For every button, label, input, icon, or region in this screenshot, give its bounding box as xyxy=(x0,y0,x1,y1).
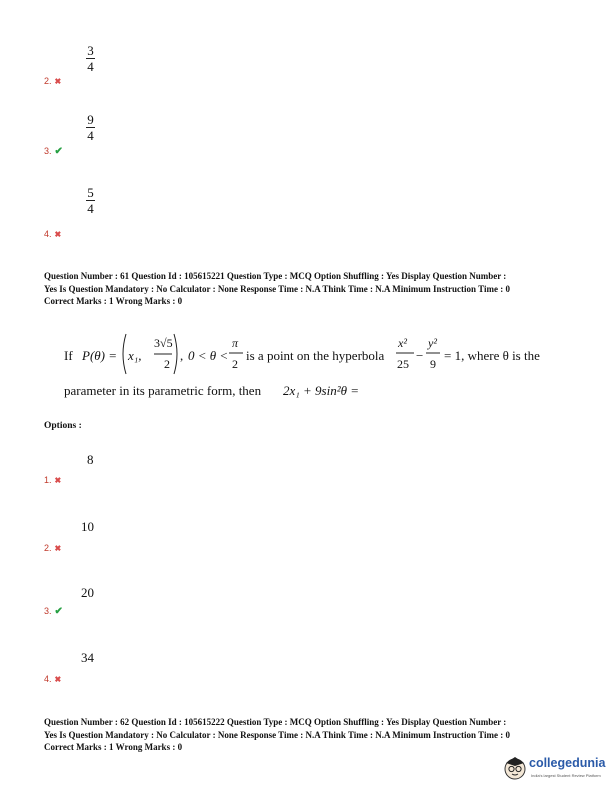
stem-range: 0 < θ < xyxy=(188,348,229,363)
option-number: 2. xyxy=(44,76,52,86)
stem-comma: , xyxy=(180,348,184,363)
prev-option-2-label xyxy=(44,76,61,86)
fraction-numerator: 9 xyxy=(87,112,94,127)
stem-line2: parameter in its parametric form, then xyxy=(64,383,262,398)
fraction-bar xyxy=(426,352,440,354)
logo-tagline: India's largest Student Review Platform xyxy=(531,773,601,778)
fraction-denominator: 4 xyxy=(87,128,94,143)
option-number: 4. xyxy=(44,229,52,239)
prev-option-4-fraction xyxy=(86,186,95,215)
stem-p-theta: P(θ) = xyxy=(82,348,118,363)
check-icon: ✔ xyxy=(54,606,63,617)
check-icon: ✔ xyxy=(54,146,63,157)
option-label xyxy=(44,606,63,617)
option-label xyxy=(44,475,61,485)
stem-minus: − xyxy=(416,348,424,363)
stem-x2: x² xyxy=(398,336,407,350)
options-label: Options : xyxy=(44,421,82,431)
q62-meta-line3: Correct Marks : 1 Wrong Marks : 0 xyxy=(44,742,183,752)
mascot-icon xyxy=(503,755,527,781)
stem-eq1: = 1, where θ is the xyxy=(444,348,540,363)
q61-meta-line1: Question Number : 61 Question Id : 105615221 Question Type : MCQ Option Shuffling : Yes Display Question Number : xyxy=(44,271,507,281)
option-label xyxy=(44,674,61,684)
q61-meta-line3: Correct Marks : 1 Wrong Marks : 0 xyxy=(44,296,183,306)
stem-frac-num: 3√5 xyxy=(154,336,173,350)
stem-mid: is a point on the hyperbola xyxy=(246,348,385,363)
stem-y2: y² xyxy=(428,336,437,350)
cross-icon: ✖ xyxy=(54,544,62,553)
option-value: 34 xyxy=(81,650,94,665)
prev-option-3-fraction xyxy=(86,113,95,142)
fraction-denominator: 4 xyxy=(87,201,94,216)
q62-meta-line1: Question Number : 62 Question Id : 105615222 Question Type : MCQ Option Shuffling : Yes Display Question Number : xyxy=(44,717,507,727)
option-value: 8 xyxy=(87,452,94,467)
prev-option-3-label xyxy=(44,146,63,157)
stem-expr: 2x₁ + 9sin²θ = xyxy=(283,383,360,398)
option-value: 20 xyxy=(81,585,94,600)
stem-9: 9 xyxy=(430,357,436,371)
option-label xyxy=(44,543,61,553)
q62-meta-line2: Yes Is Question Mandatory : No Calculator : None Response Time : N.A Think Time : N.A Minimum Instruction Time : 0 xyxy=(44,729,510,740)
stem-25: 25 xyxy=(397,357,409,371)
cross-icon: ✖ xyxy=(54,230,62,239)
collegedunia-logo[interactable] xyxy=(503,753,607,787)
fraction-numerator: 3 xyxy=(87,43,94,58)
stem-x1: x₁, xyxy=(128,348,142,363)
logo-name: collegedunia xyxy=(529,756,606,770)
prev-option-2-fraction xyxy=(86,44,95,73)
stem-if: If xyxy=(64,348,73,363)
option-value: 10 xyxy=(81,519,94,534)
q61-meta-line2: Yes Is Question Mandatory : No Calculator : None Response Time : N.A Think Time : N.A Minimum Instruction Time : 0 xyxy=(44,283,510,294)
option-number: 1. xyxy=(44,475,52,485)
option-number: 3. xyxy=(44,606,52,616)
cross-icon: ✖ xyxy=(54,77,62,86)
option-number: 3. xyxy=(44,146,52,156)
fraction-bar xyxy=(229,352,243,354)
stem-pi: π xyxy=(232,336,239,350)
fraction-denominator: 4 xyxy=(87,59,94,74)
stem-frac-den: 2 xyxy=(164,357,170,371)
prev-option-4-label xyxy=(44,229,61,239)
option-number: 2. xyxy=(44,543,52,553)
cross-icon: ✖ xyxy=(54,675,62,684)
option-number: 4. xyxy=(44,674,52,684)
cross-icon: ✖ xyxy=(54,476,62,485)
fraction-numerator: 5 xyxy=(87,185,94,200)
stem-pi-den: 2 xyxy=(232,357,238,371)
fraction-bar xyxy=(396,352,414,354)
